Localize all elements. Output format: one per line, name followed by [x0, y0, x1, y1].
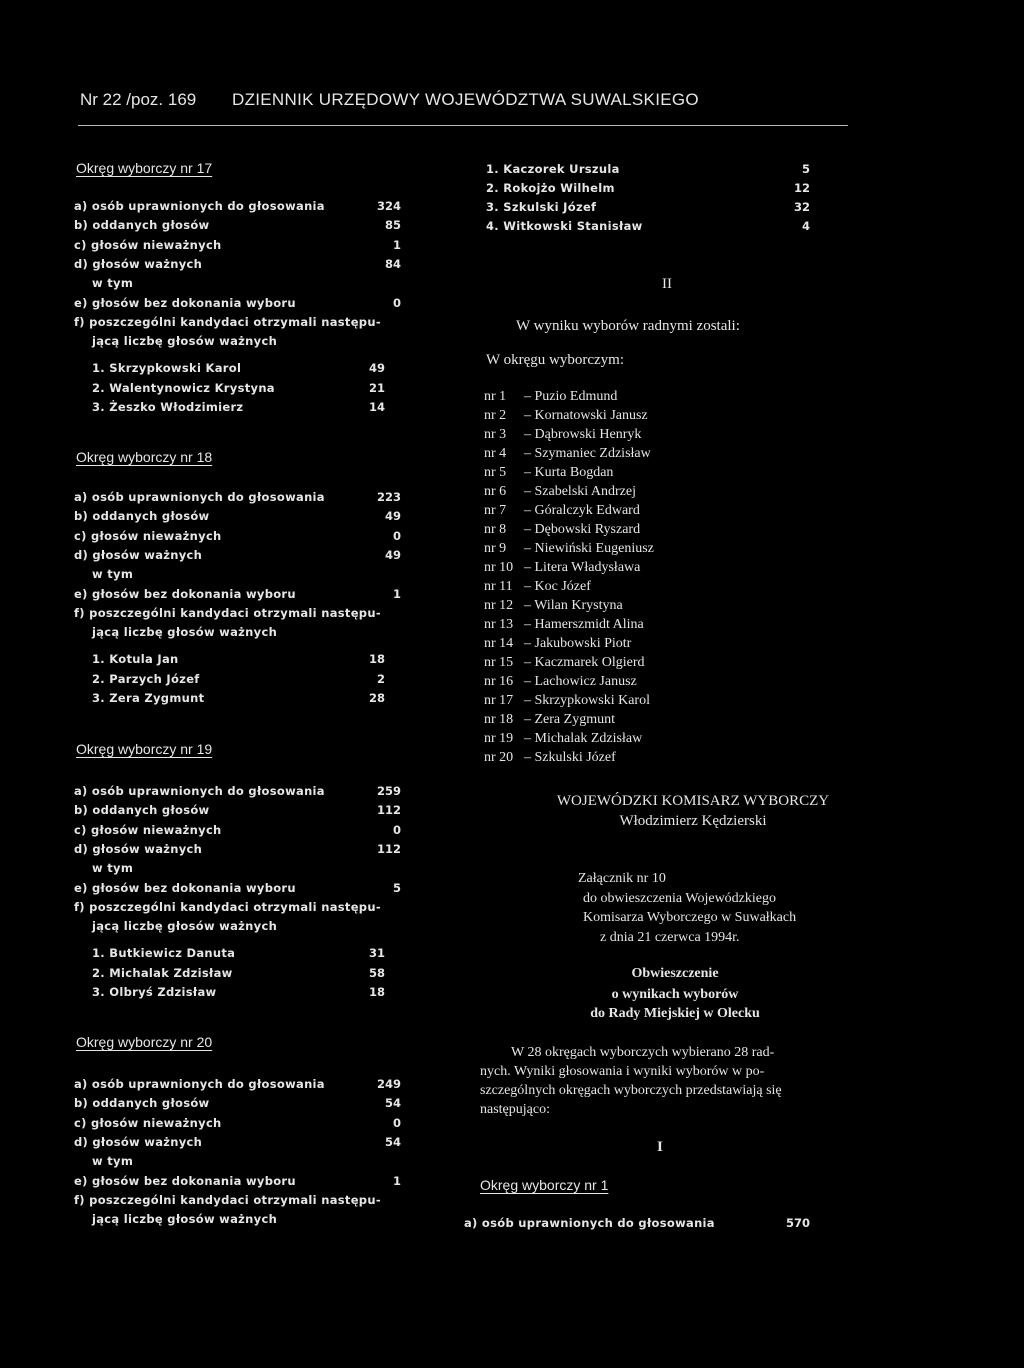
councillor-name: – Lachowicz Janusz: [524, 674, 637, 689]
result-line-label: e) głosów bez dokonania wyboru: [74, 880, 296, 895]
district-number: nr 2: [484, 408, 507, 423]
councillor-name: – Wilan Krystyna: [524, 598, 623, 613]
result-line-label: jącą liczbę głosów ważnych: [92, 1212, 278, 1227]
candidate-votes: 18: [368, 652, 385, 667]
councillor-name: – Kaczmarek Olgierd: [524, 655, 645, 670]
result-line-value: 259: [376, 784, 401, 798]
result-line-value: 0: [392, 295, 401, 310]
result-line-label: e) głosów bez dokonania wyboru: [74, 295, 296, 310]
district-heading: Okręg wyborczy nr 17: [76, 160, 213, 176]
announcement-title-1: Obwieszczenie: [631, 966, 719, 981]
attachment-line-1: Załącznik nr 10: [578, 871, 666, 886]
result-line-value: 223: [376, 490, 401, 504]
candidate-name: 1. Butkiewicz Danuta: [92, 946, 236, 961]
candidate-name: 2. Parzych Józef: [92, 671, 200, 686]
candidate-name: 3. Szkulski Józef: [486, 200, 597, 214]
result-line-value: 54: [384, 1134, 401, 1149]
result-line-label: w tym: [92, 1154, 134, 1169]
candidate-name: 4. Witkowski Stanisław: [486, 219, 643, 233]
candidate-name: 1. Kaczorek Urszula: [486, 162, 620, 176]
district-number: nr 5: [484, 465, 507, 480]
result-line-label: jącą liczbę głosów ważnych: [92, 919, 278, 934]
result-line-value: 112: [376, 803, 401, 818]
district-number: nr 20: [484, 750, 514, 765]
result-line-label: w tym: [92, 861, 134, 876]
result-line-label: d) głosów ważnych: [74, 1134, 203, 1149]
candidate-votes: 49: [368, 361, 385, 376]
candidate-votes: 2: [376, 671, 385, 686]
announcement-para-1: W 28 okręgach wyborczych wybierano 28 rad-: [511, 1045, 775, 1060]
candidate-name: 1. Kotula Jan: [92, 652, 179, 667]
candidate-name: 3. Żeszko Włodzimierz: [92, 400, 244, 414]
result-line-value: 85: [384, 218, 401, 233]
candidate-votes: 14: [368, 400, 385, 414]
councillor-name: – Kurta Bogdan: [524, 465, 614, 480]
district-number: nr 4: [484, 446, 507, 461]
result-line-label: a) osób uprawnionych do głosowania: [74, 199, 325, 213]
result-line-value: 49: [384, 509, 401, 524]
result-line-label: c) głosów nieważnych: [74, 237, 222, 252]
district-number: nr 9: [484, 541, 507, 556]
district-1-heading: Okręg wyborczy nr 1: [480, 1177, 609, 1193]
councillor-name: – Hamerszmidt Alina: [524, 617, 644, 632]
councillor-name: – Kornatowski Janusz: [524, 408, 648, 423]
candidate-name: 3. Olbryś Zdzisław: [92, 985, 217, 999]
result-line-label: a) osób uprawnionych do głosowania: [74, 1077, 325, 1091]
result-line-label: b) oddanych głosów: [74, 218, 210, 233]
result-line-label: c) głosów nieważnych: [74, 1115, 222, 1130]
result-line-value: 54: [384, 1096, 401, 1111]
councillor-name: – Koc Józef: [524, 579, 591, 594]
section-numeral-i: I: [657, 1139, 663, 1155]
councillor-name: – Michalak Zdzisław: [524, 731, 643, 746]
result-line-label: d) głosów ważnych: [74, 841, 203, 856]
result-line-label: b) oddanych głosów: [74, 509, 210, 524]
candidate-votes: 12: [793, 181, 810, 195]
councillor-name: – Skrzypkowski Karol: [524, 693, 650, 708]
announcement-para-4: następująco:: [480, 1102, 550, 1117]
issue-number: Nr 22 /poz. 169: [80, 90, 197, 109]
district-number: nr 13: [484, 617, 514, 632]
result-line-label: f) poszczególni kandydaci otrzymali następu-: [74, 899, 381, 914]
result-line-label: e) głosów bez dokonania wyboru: [74, 1173, 296, 1188]
announcement-title-2: o wynikach wyborów: [611, 987, 739, 1002]
candidate-votes: 5: [801, 162, 810, 176]
district-number: nr 11: [484, 579, 513, 594]
councillor-name: – Zera Zygmunt: [524, 712, 615, 727]
district-label: W okręgu wyborczym:: [486, 352, 625, 368]
result-line-value: 1: [392, 237, 401, 252]
candidate-name: 2. Walentynowicz Krystyna: [92, 380, 275, 395]
councillor-name: – Puzio Edmund: [524, 389, 618, 404]
result-line-value: 84: [384, 256, 401, 271]
candidate-votes: 18: [368, 985, 385, 999]
attachment-line-2: do obwieszczenia Wojewódzkiego: [583, 891, 776, 906]
result-line-label: b) oddanych głosów: [74, 803, 210, 818]
section-numeral-ii: II: [662, 276, 672, 292]
candidate-name: 3. Zera Zygmunt: [92, 691, 205, 705]
councillor-name: – Dąbrowski Henryk: [524, 427, 642, 442]
district-number: nr 15: [484, 655, 514, 670]
councillor-name: – Litera Władysława: [524, 560, 641, 575]
attachment-line-4: z dnia 21 czerwca 1994r.: [600, 930, 740, 945]
district-number: nr 18: [484, 712, 514, 727]
councillor-name: – Szkulski Józef: [524, 750, 616, 765]
result-line-label: e) głosów bez dokonania wyboru: [74, 586, 296, 601]
announcement-title-3: do Rady Miejskiej w Olecku: [590, 1006, 760, 1021]
result-line-label: a) osób uprawnionych do głosowania: [74, 784, 325, 798]
councillor-name: – Szymaniec Zdzisław: [524, 446, 651, 461]
result-line-label: jącą liczbę głosów ważnych: [92, 625, 278, 640]
district-number: nr 16: [484, 674, 514, 689]
councillor-name: – Jakubowski Piotr: [524, 636, 632, 651]
result-line-value: 49: [384, 547, 401, 562]
result-line-label: c) głosów nieważnych: [74, 528, 222, 543]
result-line-label: c) głosów nieważnych: [74, 822, 222, 837]
candidate-votes: 21: [368, 380, 385, 395]
result-line-label: f) poszczególni kandydaci otrzymali następu-: [74, 605, 381, 620]
header-rule: [78, 125, 848, 126]
result-line-label: f) poszczególni kandydaci otrzymali następu-: [74, 314, 381, 329]
result-line-value: 0: [392, 1115, 401, 1130]
district-number: nr 14: [484, 636, 514, 651]
commissioner-name: Włodzimierz Kędzierski: [619, 813, 767, 829]
announcement-para-2: nych. Wyniki głosowania i wyniki wyborów w po-: [480, 1064, 765, 1079]
district-heading: Okręg wyborczy nr 18: [76, 449, 213, 465]
result-line-label: w tym: [92, 567, 134, 582]
district-1-value-a: 570: [785, 1216, 810, 1230]
councillor-name: – Szabelski Andrzej: [524, 484, 636, 499]
candidate-name: 1. Skrzypkowski Karol: [92, 361, 242, 376]
result-line-label: f) poszczególni kandydaci otrzymali następu-: [74, 1192, 381, 1207]
result-line-value: 1: [392, 586, 401, 601]
result-line-value: 324: [376, 199, 401, 213]
councillor-name: – Góralczyk Edward: [524, 503, 640, 518]
district-heading: Okręg wyborczy nr 19: [76, 741, 213, 757]
candidate-name: 2. Michalak Zdzisław: [92, 965, 233, 980]
district-number: nr 6: [484, 484, 507, 499]
candidate-votes: 31: [368, 946, 385, 961]
attachment-line-3: Komisarza Wyborczego w Suwałkach: [583, 910, 797, 925]
result-line-value: 5: [392, 880, 401, 895]
result-line-label: d) głosów ważnych: [74, 547, 203, 562]
announcement-para-3: szczególnych okręgach wyborczych przedstawiają się: [480, 1083, 782, 1098]
result-line-label: d) głosów ważnych: [74, 256, 203, 271]
district-number: nr 7: [484, 503, 507, 518]
councillor-name: – Niewiński Eugeniusz: [524, 541, 654, 556]
result-line-label: a) osób uprawnionych do głosowania: [74, 490, 325, 504]
result-line-value: 249: [376, 1077, 401, 1091]
journal-title: DZIENNIK URZĘDOWY WOJEWÓDZTWA SUWALSKIEGO: [232, 90, 699, 109]
district-number: nr 10: [484, 560, 514, 575]
result-line-value: 1: [392, 1173, 401, 1188]
section-intro: W wyniku wyborów radnymi zostali:: [516, 318, 740, 334]
result-line-value: 0: [392, 822, 401, 837]
result-line-label: w tym: [92, 276, 134, 291]
candidate-votes: 32: [793, 200, 810, 214]
result-line-label: b) oddanych głosów: [74, 1096, 210, 1111]
commissioner-title: WOJEWÓDZKI KOMISARZ WYBORCZY: [556, 793, 830, 809]
district-number: nr 3: [484, 427, 507, 442]
result-line-value: 112: [376, 841, 401, 856]
candidate-name: 2. Rokojżo Wilhelm: [486, 181, 615, 195]
district-number: nr 19: [484, 731, 514, 746]
district-number: nr 12: [484, 598, 514, 613]
district-1-line-a: a) osób uprawnionych do głosowania: [464, 1216, 715, 1230]
district-number: nr 8: [484, 522, 507, 537]
district-heading: Okręg wyborczy nr 20: [76, 1034, 213, 1050]
result-line-value: 0: [392, 528, 401, 543]
candidate-votes: 4: [801, 219, 810, 233]
district-number: nr 1: [484, 389, 507, 404]
district-number: nr 17: [484, 693, 514, 708]
result-line-label: jącą liczbę głosów ważnych: [92, 334, 278, 349]
candidate-votes: 58: [368, 965, 385, 980]
councillor-name: – Dębowski Ryszard: [524, 522, 641, 537]
candidate-votes: 28: [368, 691, 385, 705]
